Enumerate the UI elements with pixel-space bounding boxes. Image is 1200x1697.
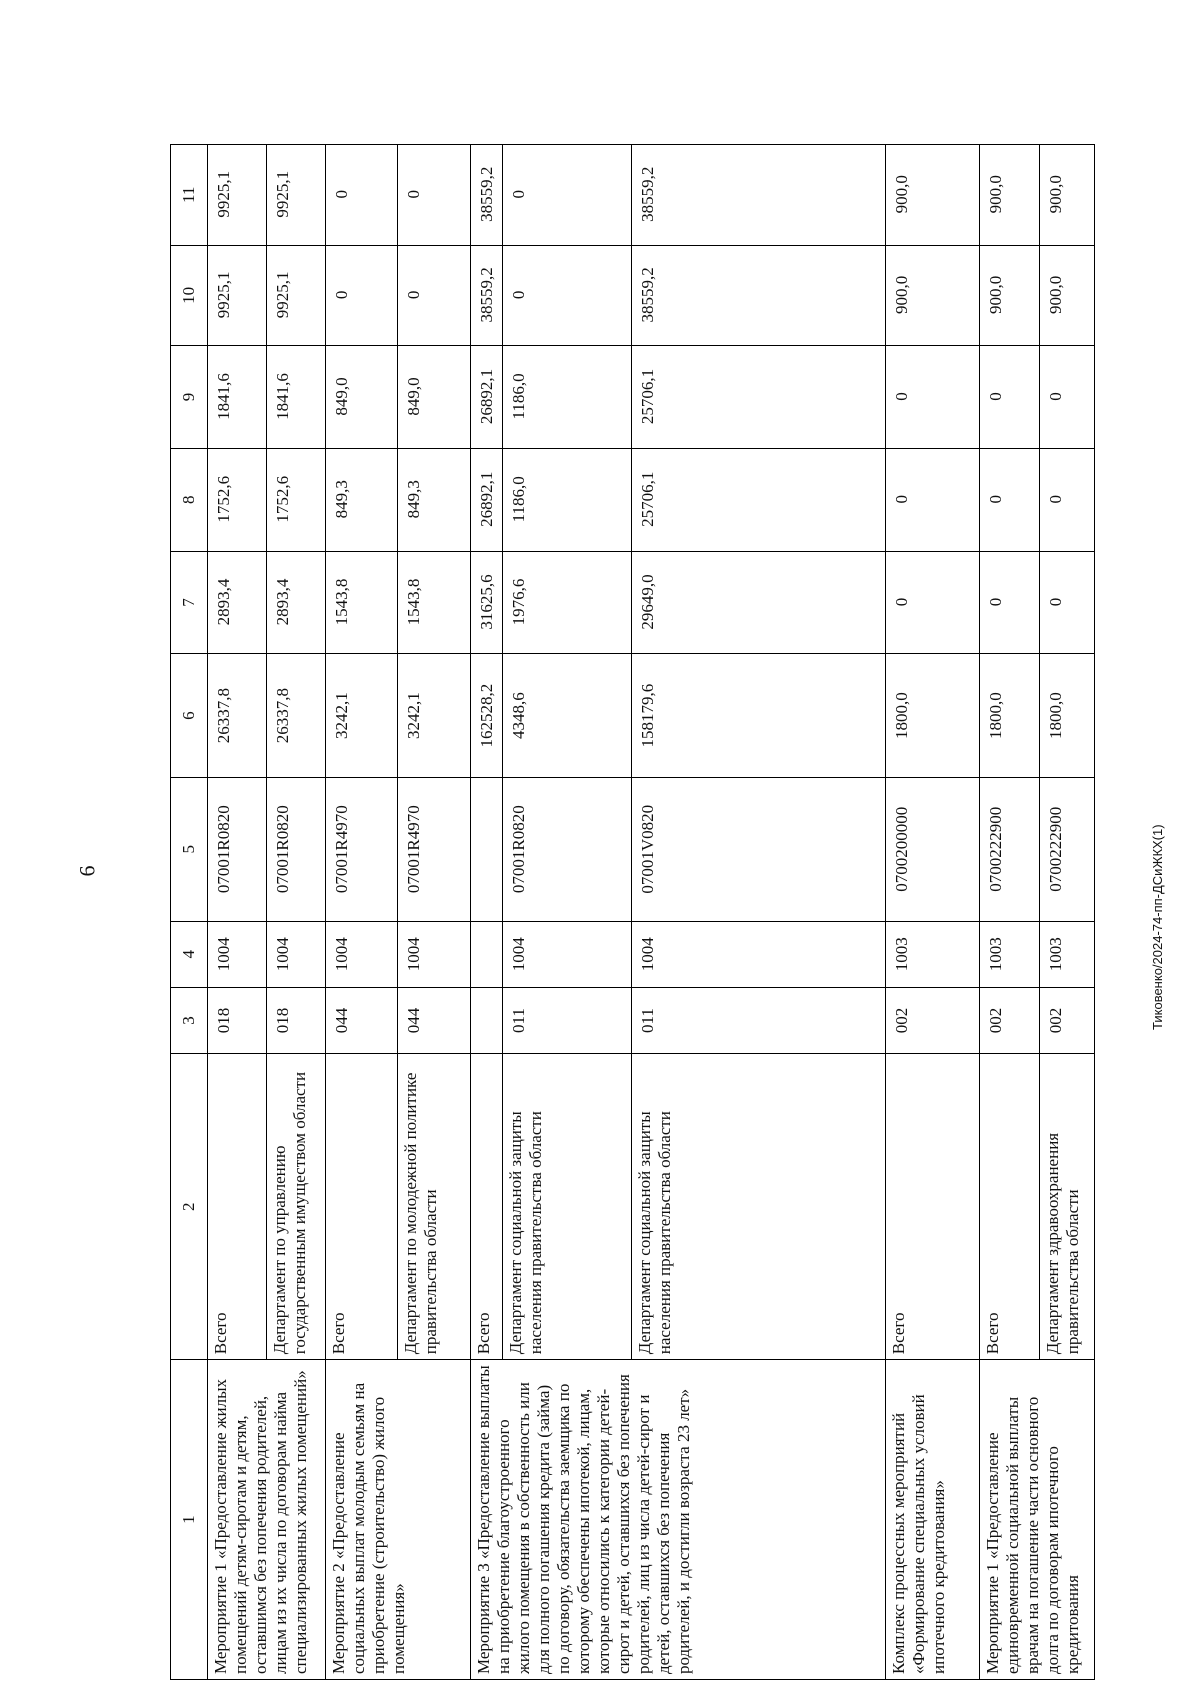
amount-cell: 1186,0 <box>503 346 631 449</box>
executor-cell: Всего <box>980 1054 1040 1360</box>
table-row <box>980 145 1040 1680</box>
code-cell: 1004 <box>266 921 325 987</box>
amount-cell: 1800,0 <box>1039 654 1094 777</box>
executor-cell: Департамент здравоохранения правительства области <box>1039 1054 1094 1360</box>
code-cell: 002 <box>980 987 1040 1053</box>
amount-cell: 25706,1 <box>631 346 886 449</box>
amount-cell: 1543,8 <box>325 551 398 654</box>
amount-cell: 38559,2 <box>471 145 503 246</box>
amount-cell: 1800,0 <box>980 654 1040 777</box>
header-cell: 5 <box>171 777 208 921</box>
amount-cell: 0 <box>980 448 1040 551</box>
amount-cell: 900,0 <box>886 245 980 346</box>
executor-cell: Всего <box>208 1054 267 1360</box>
amount-cell: 849,0 <box>398 346 471 449</box>
amount-cell: 29649,0 <box>631 551 886 654</box>
amount-cell: 900,0 <box>886 145 980 246</box>
amount-cell: 26337,8 <box>266 654 325 777</box>
document-footer: Тиковенко/2024-74-пп-ДСиЖКХ(1) <box>1150 824 1165 1030</box>
code-cell: 0700222900 <box>980 777 1040 921</box>
amount-cell: 26337,8 <box>208 654 267 777</box>
table-row <box>471 145 503 1680</box>
amount-cell: 1841,6 <box>208 346 267 449</box>
code-cell: 07001R4970 <box>325 777 398 921</box>
activity-title-cell: Мероприятие 2 «Предоставление социальных выплат молодым семьям на приобретение (строительство) жилого помещения» <box>325 1360 471 1680</box>
code-cell: 044 <box>398 987 471 1053</box>
header-cell: 2 <box>171 1054 208 1360</box>
amount-cell: 0 <box>980 346 1040 449</box>
amount-cell: 1186,0 <box>503 448 631 551</box>
amount-cell: 0 <box>325 245 398 346</box>
amount-cell: 158179,6 <box>631 654 886 777</box>
amount-cell: 0 <box>1039 346 1094 449</box>
amount-cell: 1800,0 <box>886 654 980 777</box>
code-cell: 1004 <box>208 921 267 987</box>
page-number: 6 <box>74 865 100 877</box>
amount-cell: 0 <box>1039 551 1094 654</box>
amount-cell: 2893,4 <box>266 551 325 654</box>
executor-cell: Всего <box>471 1054 503 1360</box>
code-cell: 1004 <box>631 921 886 987</box>
code-cell: 011 <box>631 987 886 1053</box>
amount-cell: 31625,6 <box>471 551 503 654</box>
activity-title-cell: Мероприятие 1 «Предоставление единовременной социальной выплаты врачам на погашение части основного долга по договорам ипотечного кредитования <box>980 1360 1095 1680</box>
code-cell: 0700222900 <box>1039 777 1094 921</box>
amount-cell: 1976,6 <box>503 551 631 654</box>
amount-cell: 0 <box>1039 448 1094 551</box>
header-row <box>171 145 208 1680</box>
amount-cell: 38559,2 <box>631 245 886 346</box>
code-cell <box>471 777 503 921</box>
amount-cell: 0 <box>503 145 631 246</box>
amount-cell: 900,0 <box>1039 245 1094 346</box>
amount-cell: 1543,8 <box>398 551 471 654</box>
budget-table <box>170 144 1095 1680</box>
table-row <box>208 145 267 1680</box>
code-cell: 018 <box>266 987 325 1053</box>
header-cell: 3 <box>171 987 208 1053</box>
amount-cell: 849,3 <box>398 448 471 551</box>
executor-cell: Всего <box>886 1054 980 1360</box>
code-cell: 07001V0820 <box>631 777 886 921</box>
amount-cell: 1752,6 <box>208 448 267 551</box>
code-cell: 07001R0820 <box>503 777 631 921</box>
amount-cell: 0 <box>503 245 631 346</box>
amount-cell: 9925,1 <box>266 245 325 346</box>
amount-cell: 900,0 <box>980 145 1040 246</box>
amount-cell: 0 <box>398 145 471 246</box>
header-cell: 4 <box>171 921 208 987</box>
code-cell: 1003 <box>886 921 980 987</box>
amount-cell: 3242,1 <box>398 654 471 777</box>
header-cell: 6 <box>171 654 208 777</box>
executor-cell: Департамент по управлению государственным имуществом области <box>266 1054 325 1360</box>
activity-title-cell: Мероприятие 3 «Предоставление выплаты на приобретение благоустроенного жилого помещения в собственность или для полного погашения кредита (займа) по договору, обязательства заемщика по которому обеспечены ипотекой, лицам, которые относились к категории детей-сирот и детей, оставшихся без попечения родителей, лиц из числа детей-сирот и детей, оставшихся без попечения родителей, и достигли возраста 23 лет» <box>471 1360 886 1680</box>
code-cell: 1004 <box>503 921 631 987</box>
code-cell: 002 <box>1039 987 1094 1053</box>
header-cell: 1 <box>171 1360 208 1680</box>
code-cell: 018 <box>208 987 267 1053</box>
amount-cell: 900,0 <box>1039 145 1094 246</box>
amount-cell: 3242,1 <box>325 654 398 777</box>
table-row <box>886 145 980 1680</box>
header-cell: 7 <box>171 551 208 654</box>
amount-cell: 38559,2 <box>471 245 503 346</box>
code-cell: 1003 <box>1039 921 1094 987</box>
amount-cell: 9925,1 <box>208 245 267 346</box>
amount-cell: 849,3 <box>325 448 398 551</box>
code-cell: 0700200000 <box>886 777 980 921</box>
amount-cell: 849,0 <box>325 346 398 449</box>
header-cell: 9 <box>171 346 208 449</box>
amount-cell: 2893,4 <box>208 551 267 654</box>
code-cell: 011 <box>503 987 631 1053</box>
amount-cell: 900,0 <box>980 245 1040 346</box>
executor-cell: Всего <box>325 1054 398 1360</box>
amount-cell: 0 <box>398 245 471 346</box>
amount-cell: 26892,1 <box>471 448 503 551</box>
amount-cell: 1752,6 <box>266 448 325 551</box>
table-row <box>325 145 398 1680</box>
amount-cell: 0 <box>886 346 980 449</box>
rotated-table-container <box>170 144 1095 1680</box>
amount-cell: 0 <box>325 145 398 246</box>
activity-title-cell: Мероприятие 1 «Предоставление жилых помещений детям-сиротам и детям, оставшимся без попечения родителей, лицам из их числа по договорам найма специализированных жилых помещений» <box>208 1360 326 1680</box>
code-cell: 044 <box>325 987 398 1053</box>
code-cell: 07001R0820 <box>208 777 267 921</box>
amount-cell: 4348,6 <box>503 654 631 777</box>
header-cell: 8 <box>171 448 208 551</box>
code-cell: 1003 <box>980 921 1040 987</box>
code-cell: 07001R0820 <box>266 777 325 921</box>
amount-cell: 0 <box>886 448 980 551</box>
executor-cell: Департамент социальной защиты населения правительства области <box>631 1054 886 1360</box>
code-cell: 07001R4970 <box>398 777 471 921</box>
amount-cell: 25706,1 <box>631 448 886 551</box>
code-cell <box>471 921 503 987</box>
amount-cell: 9925,1 <box>266 145 325 246</box>
amount-cell: 0 <box>980 551 1040 654</box>
amount-cell: 9925,1 <box>208 145 267 246</box>
header-cell: 10 <box>171 245 208 346</box>
amount-cell: 0 <box>886 551 980 654</box>
amount-cell: 162528,2 <box>471 654 503 777</box>
amount-cell: 26892,1 <box>471 346 503 449</box>
code-cell: 1004 <box>398 921 471 987</box>
table-body <box>208 145 1095 1680</box>
executor-cell: Департамент социальной защиты населения правительства области <box>503 1054 631 1360</box>
code-cell <box>471 987 503 1053</box>
amount-cell: 1841,6 <box>266 346 325 449</box>
activity-title-cell: Комплекс процессных мероприятий «Формирование специальных условий ипотечного кредитования» <box>886 1360 980 1680</box>
code-cell: 1004 <box>325 921 398 987</box>
code-cell: 002 <box>886 987 980 1053</box>
header-cell: 11 <box>171 145 208 246</box>
executor-cell: Департамент по молодежной политике правительства области <box>398 1054 471 1360</box>
amount-cell: 38559,2 <box>631 145 886 246</box>
